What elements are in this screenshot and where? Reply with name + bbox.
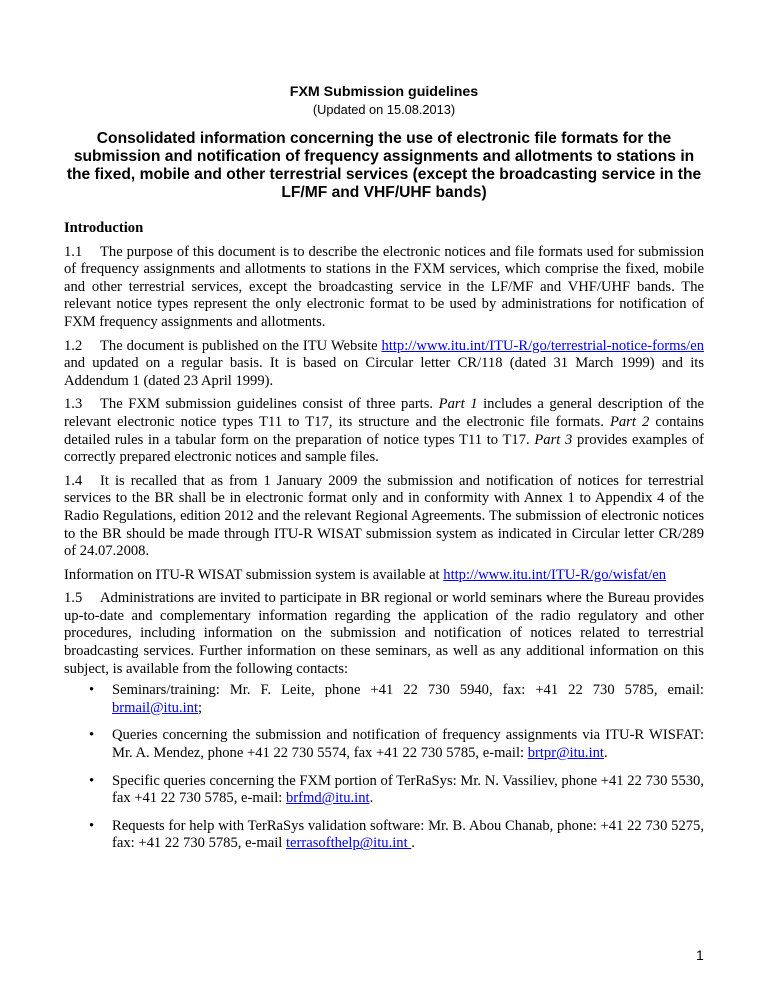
contacts-list — [64, 682, 704, 853]
contact-item — [64, 818, 704, 853]
part-2-reference: Part 2 — [609, 413, 650, 430]
paragraph-text: and updated on a regular basis. It is based on Circular letter CR/118 (dated 31 March 1999) and its Addendum 1 (dated 23 April 1999). — [64, 355, 704, 389]
paragraph-text: It is recalled that as from 1 January 2009 the submission and notification of notices for terrestrial services to the BR shall be in electronic format only and in conformity with Annex 1 to Appendix 4 of the Radio Regulations, edition 2012 and the relevant Regional Agreements. The submission of electronic notices to the BR should be made through ITU-R WISAT submission system as indicated in Circular letter CR/289 of 24.07.2008. — [64, 472, 704, 560]
part-1-reference: Part 1 — [438, 396, 478, 413]
page-number: 1 — [696, 947, 704, 963]
paragraph-number: 1.1 — [64, 243, 83, 260]
paragraph-text: The document is published on the ITU Website — [100, 337, 382, 354]
contact-tail: . — [411, 835, 415, 852]
paragraph-number: 1.5 — [64, 590, 83, 607]
contact-email-link[interactable]: brtpr@itu.int — [527, 745, 604, 762]
paragraph-1-2 — [64, 338, 704, 391]
part-3-reference: Part 3 — [534, 431, 573, 448]
bullet-icon: • — [89, 772, 95, 789]
contact-item — [64, 773, 704, 808]
terrestrial-notice-forms-link[interactable]: http://www.itu.int/ITU-R/go/terrestrial-notice-forms/en — [381, 337, 704, 354]
page-content — [64, 84, 704, 863]
paragraph-text: contains detailed rules in a tabular form on the preparation of notice types T11 to T17. — [64, 413, 704, 448]
wisat-info-paragraph — [64, 567, 704, 585]
contact-tail: ; — [198, 699, 203, 716]
paragraph-text: Information on ITU-R WISAT submission system is available at — [64, 566, 444, 583]
paragraph-text: Administrations are invited to participate in BR regional or world seminars where the Bureau provides up-to-date and complementary information regarding the application of the radio regulatory and other procedures, including information on the submission and notification of notices related to terrestrial broadcasting services. Further information on these seminars, as well as any additional information on this subject, is available from the following contacts: — [64, 590, 704, 677]
contact-email-link[interactable]: brfmd@itu.int — [286, 790, 370, 807]
contact-text: Requests for help with TerRaSys validation software: Mr. B. Abou Chanab, phone: +41 22 730 5275, fax: +41 22 730 5785, e-mail — [112, 817, 704, 852]
bullet-icon: • — [89, 727, 95, 744]
paragraph-1-1 — [64, 244, 704, 332]
contact-tail: . — [604, 745, 608, 762]
contact-text: Seminars/training: Mr. F. Leite, phone +41 22 730 5940, fax: +41 22 730 5785, email: — [112, 682, 704, 699]
bullet-icon: • — [89, 817, 95, 834]
paragraph-1-5 — [64, 590, 704, 678]
updated-date: (Updated on 15.08.2013) — [312, 102, 456, 117]
contact-email-link[interactable]: terrasofthelp@itu.int — [286, 835, 412, 852]
paragraph-number: 1.2 — [64, 337, 83, 354]
contact-tail: . — [369, 790, 374, 807]
paragraph-text: provides examples of correctly prepared electronic notices and sample files. — [64, 431, 704, 466]
contact-email-link[interactable]: brmail@itu.int — [112, 699, 198, 716]
contact-text: Specific queries concerning the FXM portion of TerRaSys: Mr. N. Vassiliev, phone +41 22 730 5530, fax +41 22 730 5785, e-mail: — [112, 772, 704, 807]
paragraph-number: 1.4 — [64, 472, 83, 489]
paragraph-1-4 — [64, 473, 704, 561]
paragraph-text: The purpose of this document is to describe the electronic notices and file formats used for submission of frequency assignments and allotments to stations in the FXM services, which comprise the fixed, mobile and other terrestrial services, except the broadcasting service in the LF/MF and VHF/UHF bands. The relevant notice types represent the only electronic format to be used by administrations for notification of FXM frequency assignments and allotments. — [64, 243, 704, 330]
wisfat-link[interactable]: http://www.itu.int/ITU-R/go/wisfat/en — [443, 566, 667, 583]
contact-text: Queries concerning the submission and notification of frequency assignments via ITU-R WISFAT: Mr. A. Mendez, phone +41 22 730 5574, fax +41 22 730 5785, e-mail: — [112, 727, 704, 762]
paragraph-text: The FXM submission guidelines consist of three parts. — [100, 396, 439, 413]
introduction-heading: Introduction — [64, 220, 144, 236]
contact-item — [64, 727, 704, 762]
paragraph-text: includes a general description of the relevant electronic notice types T11 to T17, its structure and the electronic file formats. — [64, 396, 704, 430]
contact-item — [64, 682, 704, 717]
document-title: FXM Submission guidelines — [289, 84, 479, 100]
paragraph-1-3 — [64, 396, 704, 466]
bullet-icon: • — [89, 682, 95, 699]
paragraph-number: 1.3 — [64, 396, 83, 413]
document-subtitle: Consolidated information concerning the use of electronic file formats for the submission and notification of frequency assignments and allotments to stations in the fixed, mobile and other terrestrial services (except the broadcasting service in the LF/MF and VHF/UHF bands) — [66, 130, 702, 201]
